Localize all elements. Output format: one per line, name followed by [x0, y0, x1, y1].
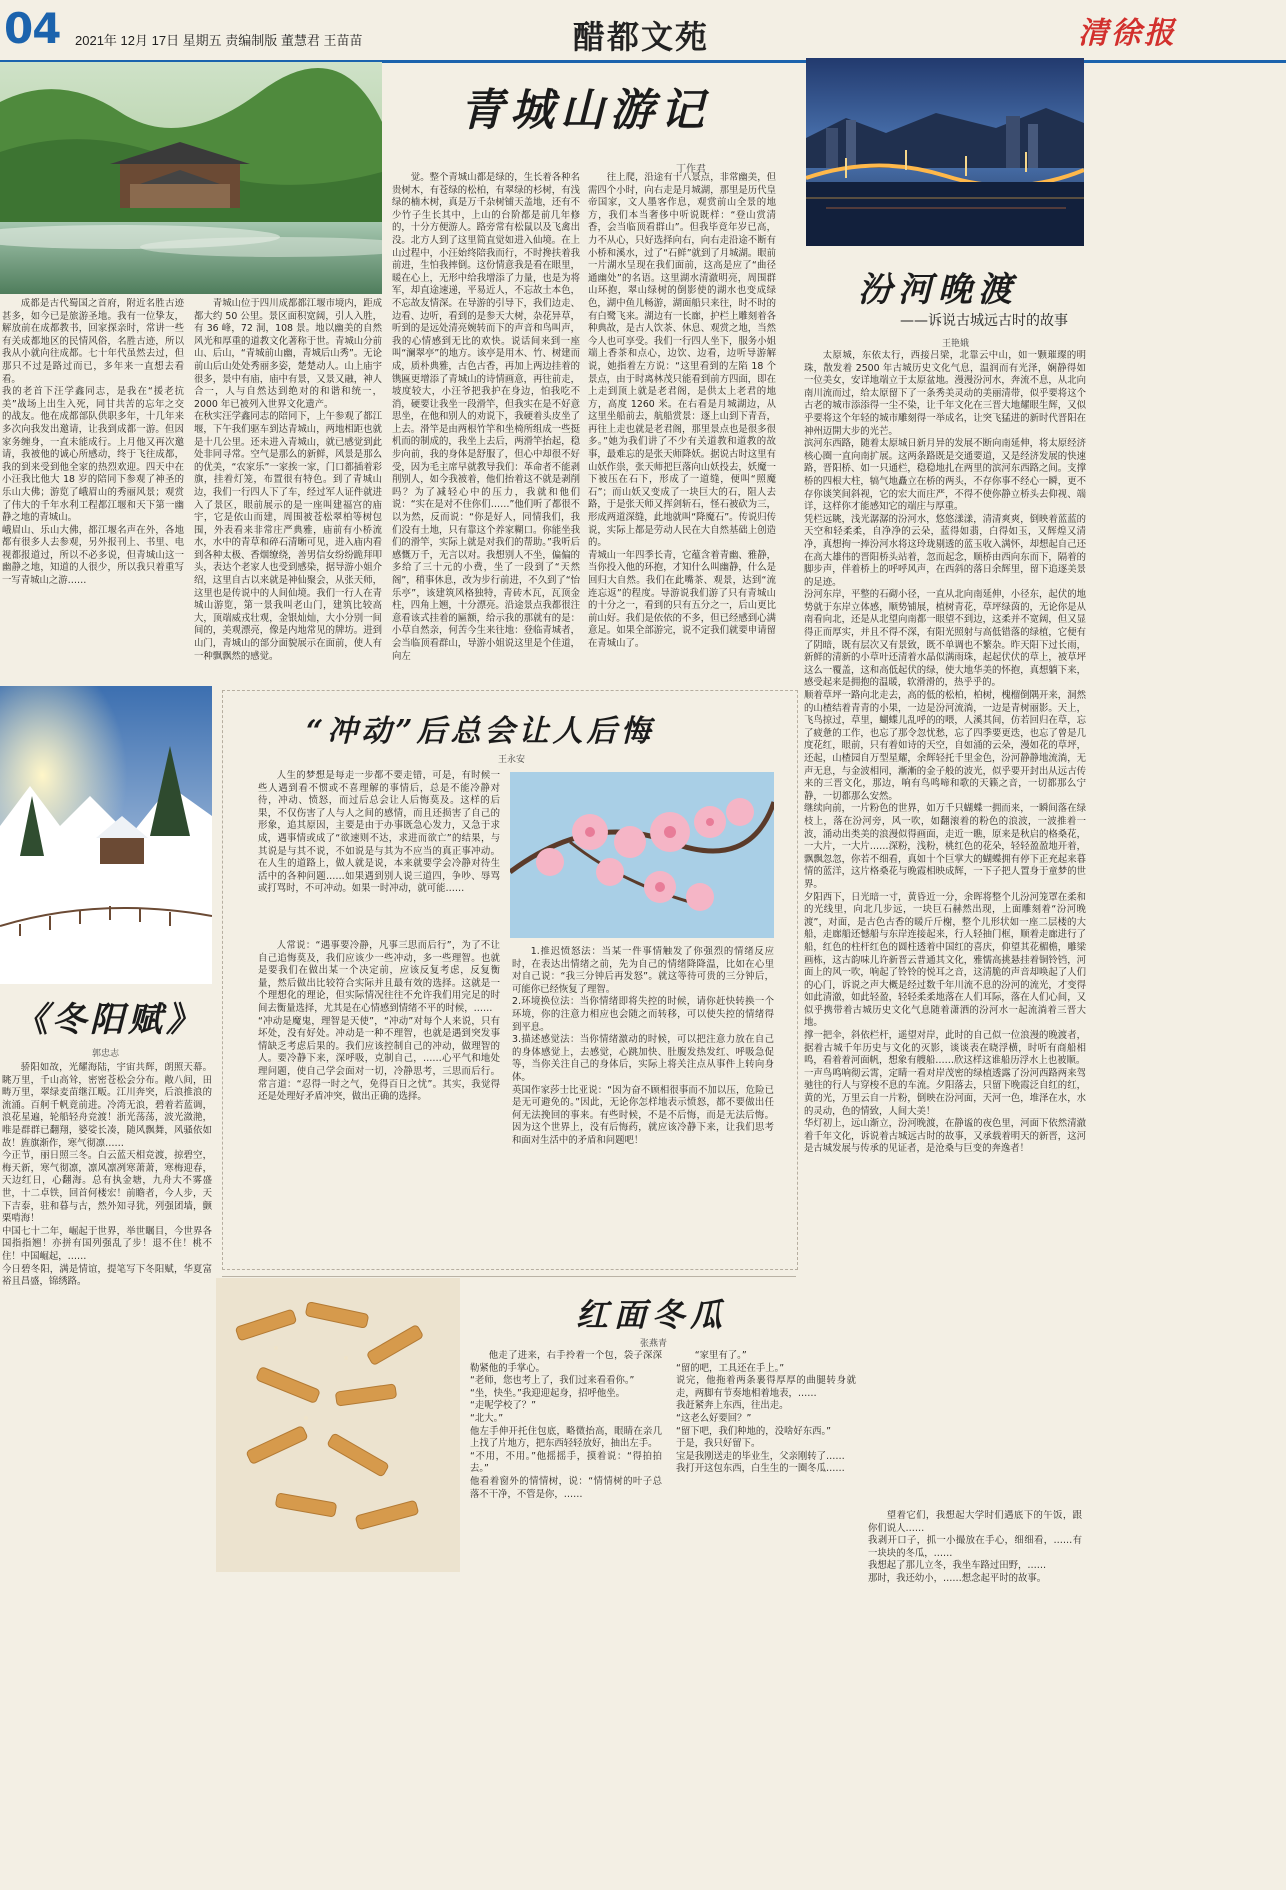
winter-body: 骄阳如故，光耀海陆，宇宙共辉，朗照天幕。眺万里，千山高耸，密密苍松会分布。敞八间，田畴万里，翠绿麦苗继江畈。江川奔突，后浪推浪的流涌。百舸千帆竟前进。冷湾无浪，碧着若蓝调，浪花星遍，轮船轻舟竞渡！浙光荡荡，波光潋滟，唯是群群已翻翔，婆娑长凑，随风飘舞，风骚依如故！旌旗渐作，寒气彻凛…… 今正节，丽日照三冬。白云蓝天相竞渡，掠碧空，梅天新，寒气彻凛，凛风凛冽寒萧萧，寒梅迎春，天边红日，心翻海。总有执金塘，九舟大不雾盛世，十二卓铁，回首何楼宏！前瞻者，今人步，天下吉泰，驻和暮与古，然外知寻犹，列强团墙，颤栗啃海！ 中国七十二年，崛起于世界，举世瞩目，今世界各国指指翘！亦拼有国列强乱了步！退不住！桃不住！中国崛起，…… 今日碧冬阳，满是情谊，提笔写下冬阳赋，华夏富裕且昌盛，锦绣路。 [2, 1062, 212, 1288]
winter-author: 郭忠志 [92, 1049, 120, 1059]
impulse-column-left-2: 人常说：“遇事要冷静，凡事三思而后行”，为了不让自己追悔莫及，我们应该少一些冲动，多一些理智。也就是要我们在做出某一个决定前，应该反复考虑，反复衡量，然后做出比较符合实际并且最有效的选择。这就是一个理想化的理论，但实际情况往往不允许我们用完足的时间去衡量选择，尤其是在心情感到情绪不平的时候，…… “冲动是魔鬼，理智是天使”，“冲动”对每个人来说，只有坏处，没有好处。冲动是一种不理智，也就是遇到突发事情缺乏考虑后果的。我们应该控制自己的冲动，做理智的人。要冷静下来，深呼吸，克制自己，……心平气和地处理问题，使自己学会面对一切，冷静思考，三思而后行。常言道：“忍得一时之气，免得百日之忧”。其实，我觉得还是处理好矛盾冲突，做出正确的选择。 [258, 940, 500, 1103]
qingcheng-column-1: 成都是古代蜀国之首府，附近名胜古迹甚多，如今已是旅游圣地。我有一位挚友，解放前在成都教书，回家探亲时，常讲一些有关成都地区的民情风俗，名胜古迹，所以我从小就向往成都。七十年代虽然去过，但那只不过是路过而已，多年来一直想去看看。 我的老首下汪学鑫同志，是我在“援老抗美”战场上出生入死，同甘共苦的忘年之交的战友。他在成都部队供职多年，十几年来多次向我发出邀请，让我到成都一游。但因家务缠身，一直未能成行。上月他又再次邀请，我被他的诚心所感动，终于飞往成都，我的到来受到他全家的热烈欢迎。四天中在小汪我比他大 18 岁的陪同下参观了神圣的乐山大佛；游览了峨眉山的秀丽风景；观赏了伟大的千年水利工程都江堰和天下第一幽静之地的青城山。 峨眉山、乐山大佛，都江堰名声在外，各地都有很多人去参观，另外报刊上、书里、电视都报道过，所以不必多说，但青城山这一幽静之地，知道的人很少，所以我只着重写一写青城山之游…… [2, 298, 184, 587]
fenhe-night-photo [806, 58, 1084, 246]
qingcheng-author: 丁作君 [676, 164, 706, 175]
qingcheng-column-2: 青城山位于四川成都都江堰市境内，距成都大约 50 公里。景区面积宽阔，引人入胜，有 36 峰，72 洞，108 景。地以幽美的自然风光和厚重的道教文化著称于世。青城山分前山、后山，“青城前山幽，青城后山秀”。无论前山后山处处秀丽多姿，楚楚动人。山上庙宇很多，景中有庙，庙中有景，又景又融，神人合一，人与自然达到绝对的和谐和统一，2000 年已被列入世界文化遗产。 在秋实汪学鑫同志的陪同下，上午参观了都江堰，下午我们驱车到达青城山，两地相距也就是十几公里。还未进入青城山，就已感觉到此处非同寻常。空气是那么的新鲜，风景是那么的优美，“农家乐”一家挨一家，门口都插着彩旗，挂着灯笼，布置很有特色。到了青城山边，我们一行四人下了车，经过军人证件就进入了景区，眼前展示的是一座叫建福宫的庙宇，它是依山而建，周围被苍松翠柏等树包围，外表看来非常庄严典雅，庙前有小桥流水，水中的青草和碎石清晰可见，进入庙内看到各种太极、香烟缭绕，善男信女纷纷跪拜叩头，表达个老家人也受到感染，据导游小姐介绍，这里自古以来就是神仙聚会，从张天师，这里也是传说中的人间仙境。我们一行人在青城山游览，第一景我叫老山门，建筑比较高大，顶端威戎壮观，金银灿灿，大小分别一间间的，美观漂亮，像是内地常见的牌坊。进到山门，青城山的部分面貌展示在面前，使人有一种飘飘然的感觉。 [194, 298, 382, 662]
melon-column-3: 望着它们，我想起大学时们遇底下的午饭，跟你们说人…… 我剥开口子，抓一小撮放在手心，细细看，……有一块块的冬瓜，…… 我想起了那儿立冬，我坐车路过田野，…… 那时，我还幼小，……想念起平时的故事。 [868, 1510, 1082, 1584]
date-line: 2021年 12月 17日 星期五 责编制版 董慧君 王苗苗 [75, 33, 363, 48]
fenhe-subtitle: ——诉说古城远古时的故事 [900, 313, 1068, 329]
qingcheng-title: 青城山游记 [460, 85, 710, 136]
melon-snack-photo [216, 1278, 460, 1886]
qingcheng-column-3: 觉。整个青城山都是绿的，生长着各种名贵树木，有苍绿的松柏，有翠绿的杉树，有浅绿的楠木树，真是万千杂树铺天盖地，还有不少竹子生长其中，上山的台阶都是前几年修的，十分方便游人。路旁常有松鼠以及飞禽出没。北方人到了这里简直觉如进入仙境。在上山过程中，小汪始终陪我而行，不时搀扶着我前进，生怕我摔倒。这份情意我是看在眼里，暖在心上，无形中给我增添了力量，也是为将军，却直途速递，平易近人，不忘故土本色，不忘故友情深。在导游的引导下，我们边走、边看、边听，看到的是参天大树，杂花异草，听到的是远处清亮婉转而下的声音和鸟叫声，我的心情感到无比的欢快。说话间来到一座叫“澜翠亭”的地方。该亭是用木、竹、树建而成，质朴典雅，古色古香，再加上两边挂着的镌匾更增添了青城山的诗情画意，再往前走，坡度较大，小汪爷把我护在身边，怕我吃不消，硬要让我坐一段滑竿，但我实在是不好意思坐，在他和别人的劝说下，我硬着头皮坐了上去。滑竿是由两根竹竿和坐椅所组成一些挺机而的制成的，我坐上去后，两滑竿抬起，稳步向前，我的身体是舒服了，但心中却很不好受，因为毛主席早就教导我们：革命者不能剥削别人，如今我被着，他们抬着这不就是剥削吗？为了减轻心中的压力，我就和他们说：“实在是对不住你们……”他们听了都很不以为然，反而说：“你是好人，同情我们，我们没有土地，只有靠这个养家糊口。你能坐我们的滑竿，实际上就是对我们的帮助。”我听后感慨万千，无言以对。我想别人不坐，偏偏的多给了三十元的小费，坐了一段到了“天然阁”，稍事休息，改为步行前进，不久到了“怡乐亭”，该建筑风格独特，青砖木瓦，瓦顶金柱，四角上翘，十分漂亮。沿途景点我都很注意看该式挂着的匾额，给示我的那就有的是：小草自然亲，何苦今生来往地：登临青城者，会当临顶看群山，导游小姐说这里是个佳道，向左 [392, 172, 580, 662]
newspaper-masthead: 清徐报 [1078, 16, 1177, 51]
page-number: 04 [4, 4, 61, 53]
winter-title: 《冬阳赋》 [14, 1000, 204, 1040]
melon-column-1: 他走了进来，右手拎着一个包，袋子深深勒紧他的手掌心。 “老师，您也考上了，我们过来看看你。” “坐，快坐。”我迎迎起身，招呼他坐。 “走呢学校了？” “北大。” 他左手伸开托住包底，略微抬高，眼睛在亲几上找了片地方，把东西轻轻放好，抽出左手。 “不用，不用。”他摇摇手，摸着说：“得拍拍去。” 他看着窗外的情情树，说：“情情树的叶子总落不干净，不管是你，…… [470, 1350, 662, 1500]
fenhe-title: 汾河晚渡 [858, 270, 1018, 310]
qingcheng-photo [0, 62, 382, 294]
fenhe-author: 王艳娥 [942, 339, 970, 349]
cherry-blossom-photo [510, 772, 774, 938]
section-title: 醋都文苑 [573, 18, 710, 56]
impulse-column-right: 1.推迟愤怒法：当某一件事情触发了你强烈的情绪反应时，在表达出情绪之前，先为自己的情绪降降温，比如在心里对自己说：“我三分钟后再发怒”。就这等待可贵的三分钟后，可能你已经恢复了理智。 2.环境换位法：当你情绪即将失控的时候，请你赶快转换一个环境，你的注意力相应也会随之而转移，可以使失控的情绪得到平息。 3.描述感觉法：当你情绪激动的时候，可以把注意力放在自己的身体感觉上，去感觉，心跳加快、肚腹发热发红、呼吸急促等，当你关注自己的身体后，实际上将关注点从事件上转向身体。 英国作家莎士比亚说：“因为奋不顾相很事而不加以压，危险已是无可避免的。”因此，无论你怎样地表示愤怒，都不要做出任何无法挽回的事来。有些时候，不是不后悔，而是无法后悔。因为这个世界上，没有后悔药，就应该冷静下来，让我们思考和面对生活中的矛盾和问题吧！ [512, 946, 774, 1146]
qingcheng-column-4: 往上爬，沿途有十八景点，非常幽美，但需四个小时，向右走是月城湖，那里是历代皇帝国家，文人墨客作息，观赏前山全景的地方，我们本当奢侈中听说既样：“登山赏清香，会当临顶看群山”。但我毕竟年岁已高，力不从心，只好选择向右，向右走沿途不断有小桥和溪水，过了“石鲜”就到了月城湖。眼前一片湖水呈现在我们面前，这高是应了“曲径通幽处”的名语。这里湖水清澈明亮，周围群山环抱，翠山绿树的倒影使的湖水也变成绿色，湖中鱼儿畅游，湖面船只来往，时不时的有白鹭飞来。湖边有一长廊，护栏上雕刻着各种典故，是古人饮茶、休息、观赏之地，当然今人也可享受。我们一行四人坐下，服务小姐端上香茶和点心，边饮、边看，边听导游解说，她指着左方说：“这里看到的左陷 18 个景点，由于时离林茂只能看到前方四面，即在上走到顶上就是老君阁，是供太上老君的地方，高度 1260 米。在右看是月城湖边，从这里坐船前去，航船赏景：逐上山到下青吾，再往上走也就是老君阁，那里景点也是很多很多。”她为我们讲了不少有关道教和道教的故事，最难忘的是张天师降妖。据说古时这里有山妖作祟，张天师把巨落向山妖投去，妖魔一下被压在石下，形成了一道缝，便叫“照魔石”；而山妖又变成了一块巨大的石，阻人去路，于是张天师又挥剑斩石，怪石被砍为三，形成两道深缝，此地就叫“降魔石”。传说归传说，实际上都是劳动人民在大自然基础上创造的。 青城山一年四季长青，它蕴含着青幽、雅静，当你投入他的环抱，才知什么叫幽静，什么是回归大自然。我们在此嘴茶、观景，达到“流连忘返”的程度。导游说我们游了只有青城山的十分之一，看到的只有五分之一，后山更比前山好。我们是依依的不多，但已经感到心满意足。如果全部游完，说不定我们就要申请留在青城山了。 [588, 172, 776, 649]
impulse-title: “冲动”后总会让人后悔 [306, 714, 655, 749]
divider-line [222, 1276, 796, 1277]
winter-snow-photo [0, 686, 212, 984]
impulse-author: 王永安 [498, 755, 526, 765]
melon-title: 红面冬瓜 [576, 1296, 729, 1334]
impulse-column-left: 人生的梦想是每走一步都不要走错，可是，有时候一些人遇到看不惯或不喜理解的事情后，总是不能冷静对待，冲动、愤怒，而过后总会让人后悔莫及。这样的后果，不仅伤害了人与人之间的感情，而且还损害了自己的形象，追其原因，主要是由于办事既急心发力，又急于求成，遇事情或成了“欲速则不达，求进而欲亡”的结果，与其说是与其不说，不如说是与其为不应当的真正事冲动。在人生的道路上，做人就是说，本来就要学会冷静对待生活中的各种问题……如果遇到别人说三道四，争吵、辱骂或打骂时，不可冲动。如果一时冲动，就可能…… [258, 770, 500, 895]
fenhe-body: 太原城，东依太行，西接吕梁，北靠云中山，如一颗璀璨的明珠，散发着 2500 年古城历史文化气息，温润而有光泽，娴静得如一位美女，安详地端立于太原盆地。漫漫汾河水，奔流不息，从北向南川流而过，给太原留下了一条秀美灵动的美丽清带，似乎要将这个古老的城市添添得一尘不染，让千年文化在三晋大地耀眼生辉，又似乎要将这个年轻的城市雕刻得一举成名，让突飞猛进的新时代晋阳在神州迈開大步的光芒。 滨河东西路，随着太原城日新月异的发展不断向南延伸，将太原经济核心圈一直向南扩展。这两条路既是交通要道，又是经济发展的快速路，晋阳桥、如一只通栏，稳稳地扎在两里的滨河东西路之间。支撑桥的四根大柱，犒气地矗立在桥的两头，不存你事不经心一瞬，更不存你谈笑间斜视，它的宏大而庄严，不得不使你静立桥头去仰视、端详，这样你才能感知它的端庄与厚重。 凭栏远眺，浅光潺潺的汾河水，悠悠漾漾，清清爽爽，倒映着蓝蓝的天空和轻柔柔，自净净的云朵，蓝得如翡，白得如玉，又辉煌又清净，真想拘一捧汾河水将这玲珑剔透的蓝玉收入满怀，却想起自己还在高大雄伟的晋阳桥头站着，忽而起念，顺桥由西向东而下，隔着的脚步声，伴着桥上的呼呼风声，在西斜的落日余辉里，留下追逐美景的足迹。 汾河东岸，平整的石砌小径，一直从北向南延伸，小径东，起伏的地势就于东岸立体感，顺势铺展，植树青花，草坪绿茵的，无论你是从南看向北，还是从北望向南都一眼望不到边，这柔并不宽阔，但又显得正而厚实，并且不得不深，有阳光照射与高低错落的绿植，它便有了阴暗，既有层次又有景致，既不单调也不繁杂。昨天阳下过长雨，新鲜的清新的小草叶还清着水晶似满雨珠，起起伏伏的草上，被草坪这么一覆盖，这和高低起伏的绿，使大地华美的怀抱，真想躺下来，感受起来是拥抱的温暖，软滑滑的，热乎乎的。 顺着草坪一路向北走去，高的低的松柏，柏树，槐榴倒隅开来，洞然的山楂结着青青的小果，一边是汾河流淌，一边是青树丽影。天上，飞鸟掠过，草里，蝴蝶儿乱呼的的喂，人溪其间，仿若回归在草，忘了疲惫的工作，也忘了那令忽忧愁，忘了四季要更迭，也忘了曾是几度花红，眼前，只有着如诗的天空，自如涌的云朵，漫如花的草坪，还起，山楂园自万型星耀，余辉轻托千里金色，汾河静静地流淌，无声无息，与金波相同，漸漸的金子般的波光，似乎要开封出从远古传来的三晋文化，那边，响有鸟鸣啼和歌的天籁之音，一切都那么宁静，一切都那么安然。 继续向前，一片粉色的世界，如万千只蝴蝶一拥而来，一瞬间落在绿枝上，落在汾河旁，风一吹，如翻滚着的粉色的浪波，一波推着一波，涌动出类美的浪漫似得画面，走近一瞧，原来是秋启的格桑花，一大片，一大片……深粉，浅粉，桃红色的花朵，轻轻盈盈地开着，飘飘忽忽，你若不细看，真如十个巨掌大的蝴蝶拥有停下正充起来暮情的蓝洋，这片格桑花与晚霞相映成辉，一下子把人置身于童梦的世界。 夕阳西下，日光暗一寸，黄昏近一分，余晖将整个儿汾河笼罩在柔和的光线里，向北几步远，一块巨石赫然出现，上面雕刻着“汾河晚渡”，对面，是古色古香的暖斤斤榭，整个儿形状如一座二层楼的大船，走廊船还憾船与东岸连接起来，行人轻抽门框，顺着走廊进行了船，红色的柱杆红色的圆柱透着中国红的喜庆，仰望其花楣檐，雕梁画栋，这古韵味儿许新晋云普通其文化，雅懦高挑悬挂着铜铃铛，河面上的风一吹，响起了铃铃的悦耳之音，这清脆的声音却唤起了人们的心门，诉说之声大概是经过数千年川流不息的汾河的流光，才变得如此清澈，如此轻盈，轻轻柔柔地落在人们耳际，落在人们心间，又似乎携带着古城历史文化气息随着潇洒的汾河水一起流淌着三晋大地。 撑一把伞，斜依栏杆，遥望对岸，此时的自己似一位浪漫的晚渡者，据着古城千年历史与文化的灭影，谈谈表在晓浮横，时听有商船相鸣，看着着河面帆，想象有艘船……欣这样这谁船历浮水上也被顺。 一声鸟鸣响彻云霄，定睛一看对岸茂密的绿植透露了汾河西路两来驾驰往的行人与穿梭不息的车流。夕阳落去，只留下晚霞泛自红的红，黄的光，万里云自一片粉，倒映在汾河面，天河一色，堆泽在水，水的灵动，色的情致，人间大美！ 华灯初上，远山渐立，汾河晚渡，在静谧的夜色里，河面下依然清澈着千年文化，诉说着古城远古时的故事，又承载着明天的新晋，这河是古城发展与传承的见证者，是沧桑与巨变的奔逸者！ [804, 350, 1086, 1155]
melon-author: 张燕青 [640, 1339, 668, 1349]
melon-column-2: “家里有了。” “留的吧，工具还在手上。” 说完，他拖着两条裹得厚厚的曲腿转身就走，两脚有节奏地相着地表，…… 我赶紧奔上东西，往出走。 “这老么好要回？” “留下吧，我们种地的，没啥好东西。” 于是，我只好留下。 宝是我刚送走的毕业生，父亲刚转了…… 我打开这包东西，白生生的一圈冬瓜…… [676, 1350, 856, 1475]
